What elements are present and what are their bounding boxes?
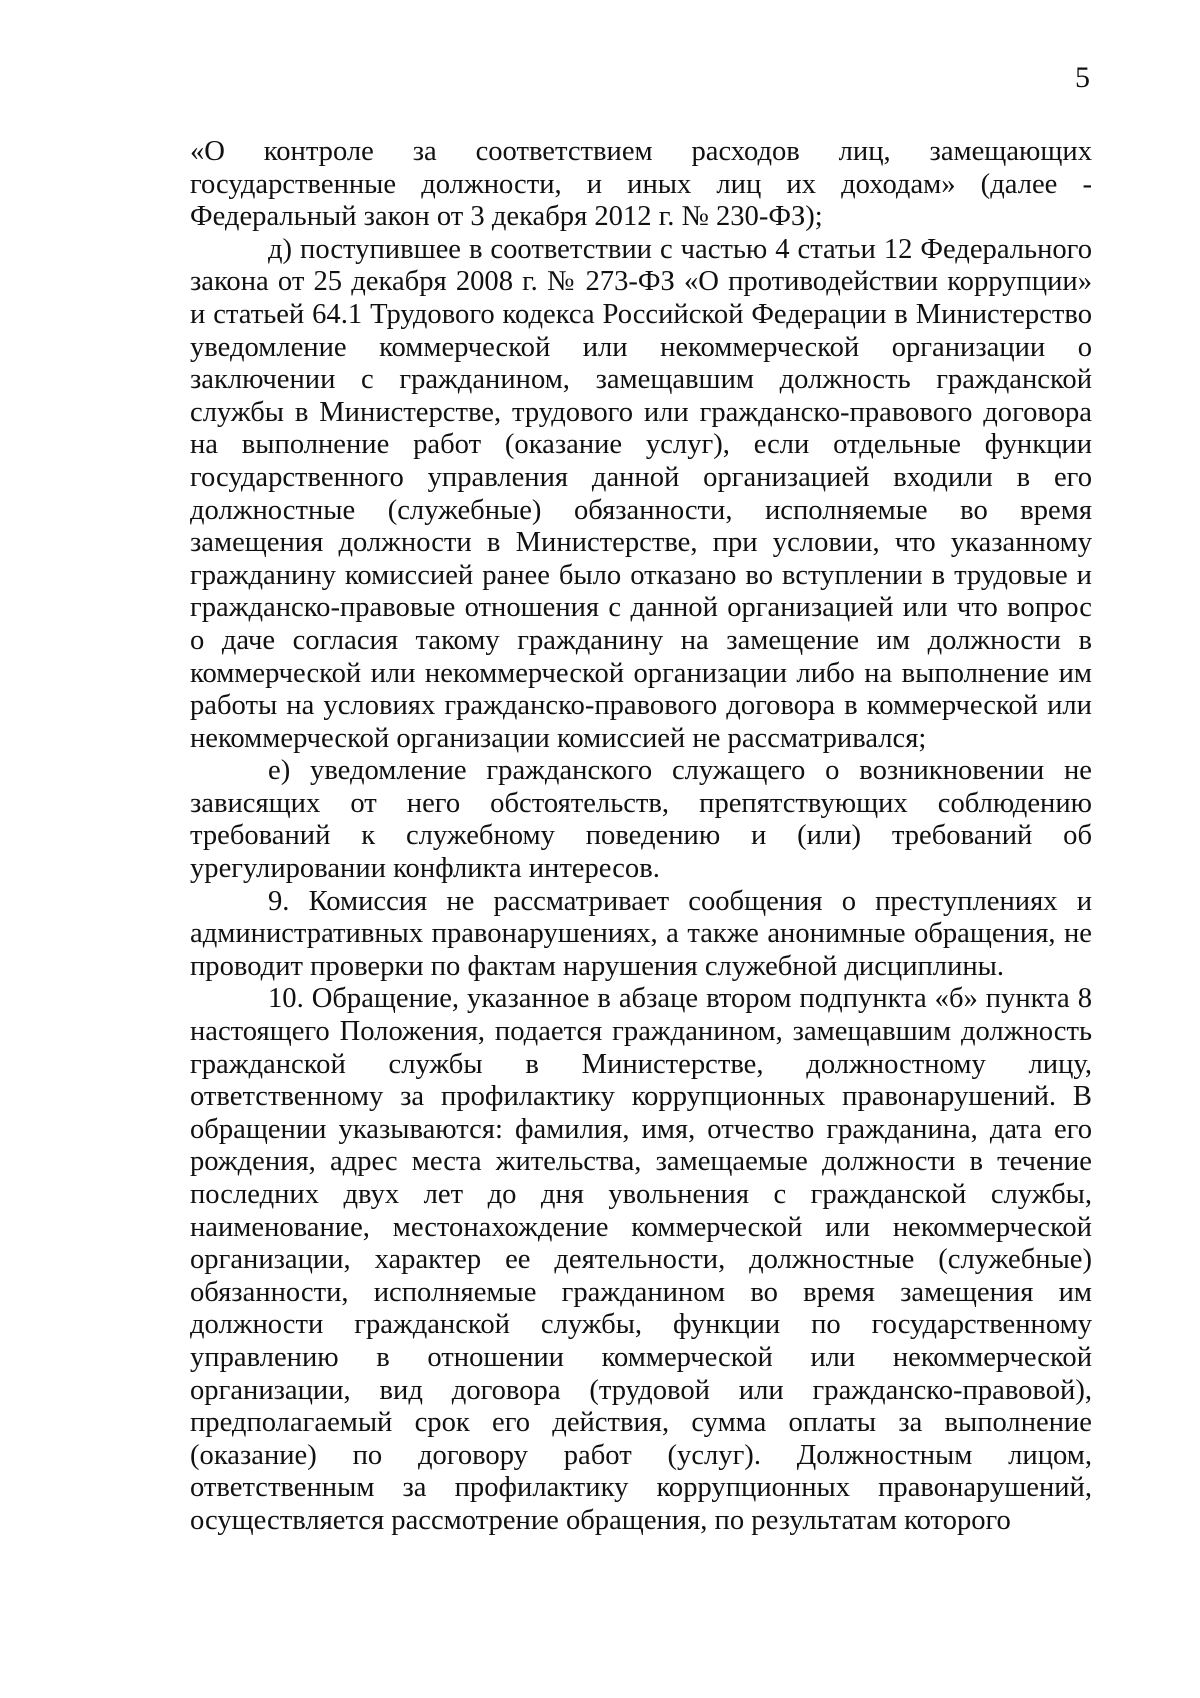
paragraph-item-10: 10. Обращение, указанное в абзаце втором подпункта «б» пункта 8 настоящего Положения, подается гражданином, замещавшим должность гражданской службы в Министерстве, должностному лицу, ответственному за профилактику коррупционных правонарушений. В обращении указываются: фамилия, имя, отчество гражданина, дата его рождения, адрес места жительства, замещаемые должности в течение последних двух лет до дня увольнения с гражданской службы, наименование, местонахождение коммерческой или некоммерческой организации, характер ее деятельности, должностные (служебные) обязанности, исполняемые гражданином во время замещения им должности гражданской службы, функции по государственному управлению в отношении коммерческой или некоммерческой организации, вид договора (трудовой или гражданско-правовой), предполагаемый срок его действия, сумма оплаты за выполнение (оказание) по договору работ (услуг). Должностным лицом, ответственным за профилактику коррупционных правонарушений, осуществляется рассмотрение обращения, по результатам которого [190,983,1092,1536]
paragraph-law-reference-continuation: «О контроле за соответствием расходов лиц, замещающих государственные должности, и иных лиц их доходам» (далее - Федеральный закон от 3 декабря 2012 г. № 230-ФЗ); [190,136,1092,233]
page-number: 5 [1075,61,1090,94]
paragraph-subitem-d: д) поступившее в соответствии с частью 4 статьи 12 Федерального закона от 25 декабря 2008 г. № 273-ФЗ «О противодействии коррупции» и статьей 64.1 Трудового кодекса Российской Федерации в Министерство уведомление коммерческой или некоммерческой организации о заключении с гражданином, замещавшим должность гражданской службы в Министерстве, трудового или гражданско-правового договора на выполнение работ (оказание услуг), если отдельные функции государственного управления данной организацией входили в его должностные (служебные) обязанности, исполняемые во время замещения должности в Министерстве, при условии, что указанному гражданину комиссией ранее было отказано во вступлении в трудовые и гражданско-правовые отношения с данной организацией или что вопрос о даче согласия такому гражданину на замещение им должности в коммерческой или некоммерческой организации либо на выполнение им работы на условиях гражданско-правового договора в коммерческой или некоммерческой организации комиссией не рассматривался; [190,233,1092,754]
paragraph-item-9: 9. Комиссия не рассматривает сообщения о преступлениях и административных правонарушениях, а также анонимные обращения, не проводит проверки по фактам нарушения служебной дисциплины. [190,885,1092,982]
document-body [190,136,1092,1538]
paragraph-subitem-e: е) уведомление гражданского служащего о возникновении не зависящих от него обстоятельств, препятствующих соблюдению требований к служебному поведению и (или) требований об урегулировании конфликта интересов. [190,755,1092,885]
